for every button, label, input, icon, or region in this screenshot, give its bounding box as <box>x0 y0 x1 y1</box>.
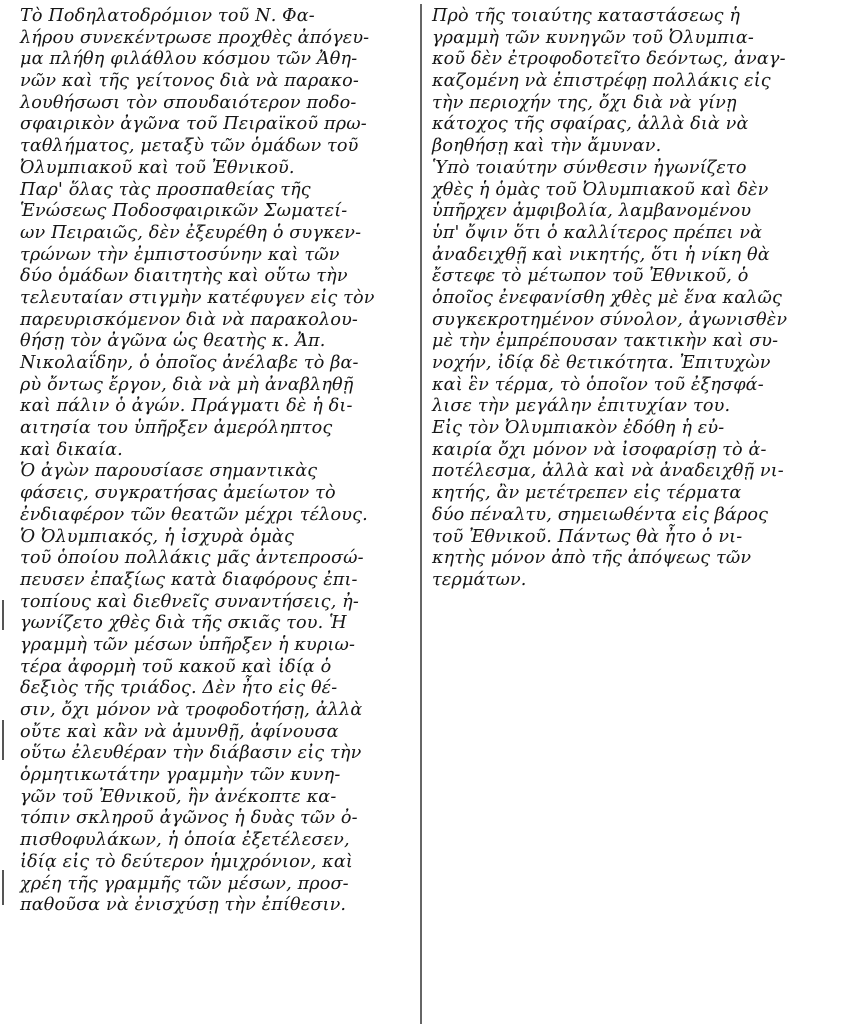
left-edge-mark <box>2 720 4 760</box>
text-line: δεξιὸς τῆς τριάδος. Δὲν ἦτο εἰς θέ- <box>20 678 338 699</box>
text-line: καὶ ἓν τέρμα, τὸ ὁποῖον τοῦ ἐξησφά- <box>432 374 764 395</box>
text-line: οὔτε καὶ κἂν νὰ ἀμυνθῇ, ἀφίνουσα <box>20 721 339 742</box>
text-line: Ὀλυμπιακοῦ καὶ τοῦ Ἐθνικοῦ. <box>20 157 295 178</box>
text-line: Ὁ ἀγὼν παρουσίασε σημαντικὰς <box>20 461 318 482</box>
text-line: τρώνων τὴν ἐμπιστοσύνην καὶ τῶν <box>20 244 340 265</box>
text-line: ταθλήματος, μεταξὺ τῶν ὁμάδων τοῦ <box>20 136 359 157</box>
text-line: δύο πέναλτυ, σημειωθέντα εἰς βάρος <box>432 504 769 525</box>
text-line: καὶ δικαία. <box>20 439 123 460</box>
text-line: καιρία ὄχι μόνον νὰ ἰσοφαρίσῃ τὸ ἀ- <box>432 439 767 460</box>
text-line: χθὲς ἡ ὁμὰς τοῦ Ὀλυμπιακοῦ καὶ δὲν <box>432 179 769 200</box>
text-line: ὑπῆρχεν ἀμφιβολία, λαμβανομένου <box>432 201 752 222</box>
text-line: Ὁ Ὀλυμπιακός, ἡ ἰσχυρὰ ὁμὰς <box>20 526 294 547</box>
text-line: σφαιρικὸν ἀγῶνα τοῦ Πειραϊκοῦ πρω- <box>20 114 367 135</box>
text-line: ἐνδιαφέρον τῶν θεατῶν μέχρι τέλους. <box>20 504 368 525</box>
text-line: καζομένη νὰ ἐπιστρέφῃ πολλάκις εἰς <box>432 71 771 92</box>
left-edge-mark <box>2 870 4 905</box>
text-line: κάτοχος τῆς σφαίρας, ἀλλὰ διὰ νὰ <box>432 114 749 135</box>
text-line: ων Πειραιῶς, δὲν ἐξευρέθη ὁ συγκεν- <box>20 222 362 243</box>
text-line: γῶν τοῦ Ἐθνικοῦ, ἣν ἀνέκοπτε κα- <box>20 786 337 807</box>
article-column-left <box>20 6 412 917</box>
text-line: τὴν περιοχήν της, ὄχι διὰ νὰ γίνῃ <box>432 92 737 113</box>
text-line: τέρα ἀφορμὴ τοῦ κακοῦ καὶ ἰδίᾳ ὁ <box>20 656 332 677</box>
text-line: Ὑπὸ τοιαύτην σύνθεσιν ἠγωνίζετο <box>432 157 747 178</box>
text-line: τόπιν σκληροῦ ἀγῶνος ἡ δυὰς τῶν ὀ- <box>20 808 358 829</box>
text-line: ρὺ ὄντως ἔργον, διὰ νὰ μὴ ἀναβληθῇ <box>20 374 354 395</box>
text-line: αιτησία του ὑπῆρξεν ἀμερόληπτος <box>20 418 333 439</box>
text-line: Ἑνώσεως Ποδοσφαιρικῶν Σωματεί- <box>20 201 348 222</box>
text-line: γραμμὴ τῶν κυνηγῶν τοῦ Ὀλυμπια- <box>432 27 754 48</box>
text-line: λουθήσωσι τὸν σπουδαιότερον ποδο- <box>20 92 357 113</box>
text-line: Πρὸ τῆς τοιαύτης καταστάσεως ἡ <box>432 6 741 26</box>
left-edge-mark <box>2 600 4 630</box>
text-line: ἀναδειχθῇ καὶ νικητής, ὅτι ἡ νίκη θὰ <box>432 244 770 265</box>
text-line: πισθοφυλάκων, ἡ ὁποία ἐξετέλεσεν, <box>20 830 350 851</box>
text-line: ὁποῖος ἐνεφανίσθη χθὲς μὲ ἕνα καλῶς <box>432 287 783 308</box>
text-line: μα πλήθη φιλάθλου κόσμου τῶν Ἀθη- <box>20 49 358 70</box>
column-divider <box>420 4 422 1024</box>
text-line: Τὸ Ποδηλατοδρόμιον τοῦ Ν. Φα- <box>20 6 315 26</box>
text-line: Παρ' ὅλας τὰς προσπαθείας τῆς <box>20 179 311 200</box>
text-line: νῶν καὶ τῆς γείτονος διὰ νὰ παρακο- <box>20 71 359 92</box>
text-line: φάσεις, συγκρατήσας ἀμείωτον τὸ <box>20 483 336 504</box>
text-line: τοπίους καὶ διεθνεῖς συναντήσεις, ἠ- <box>20 591 359 612</box>
text-line: κητὴς μόνον ἀπὸ τῆς ἀπόψεως τῶν <box>432 548 752 569</box>
text-line: ὑπ' ὄψιν ὅτι ὁ καλλίτερος πρέπει νὰ <box>432 222 763 243</box>
text-line: κοῦ δὲν ἐτροφοδοτεῖτο δεόντως, ἀναγ- <box>432 49 786 70</box>
text-line: τοῦ ὁποίου πολλάκις μᾶς ἀντεπροσώ- <box>20 548 364 569</box>
text-line: γωνίζετο χθὲς διὰ τῆς σκιᾶς του. Ἡ <box>20 613 347 634</box>
text-line: βοηθήσῃ καὶ τὴν ἄμυναν. <box>432 136 662 157</box>
text-line: σιν, ὄχι μόνον νὰ τροφοδοτήσῃ, ἀλλὰ <box>20 700 363 720</box>
text-line: ἔστεφε τὸ μέτωπον τοῦ Ἐθνικοῦ, ὁ <box>432 266 749 287</box>
text-line: οὕτω ἐλευθέραν τὴν διάβασιν εἰς τὴν <box>20 743 362 764</box>
text-line: ὁρμητικωτάτην γραμμὴν τῶν κυνη- <box>20 765 341 786</box>
text-line: μὲ τὴν ἐμπρέπουσαν τακτικὴν καὶ συ- <box>432 331 779 352</box>
text-line: Εἰς τὸν Ὀλυμπιακὸν ἐδόθη ἡ εὐ- <box>432 418 725 439</box>
text-line: χρέη τῆς γραμμῆς τῶν μέσων, προσ- <box>20 873 349 894</box>
text-line: πευσεν ἐπαξίως κατὰ διαφόρους ἐπι- <box>20 569 358 590</box>
article-column-right <box>432 6 820 592</box>
text-line: θήσῃ τὸν ἀγῶνα ὡς θεατὴς κ. Ἀπ. <box>20 331 326 352</box>
text-line: καὶ πάλιν ὁ ἀγών. Πράγματι δὲ ἡ δι- <box>20 396 353 417</box>
text-line: λήρου συνεκέντρωσε προχθὲς ἀπόγευ- <box>20 27 370 48</box>
text-line: δύο ὁμάδων διαιτητὴς καὶ οὕτω τὴν <box>20 266 348 287</box>
text-line: τοῦ Ἐθνικοῦ. Πάντως θὰ ἦτο ὁ νι- <box>432 526 743 547</box>
text-line: συγκεκροτημένον σύνολον, ἀγωνισθὲν <box>432 309 788 330</box>
text-line: νοχήν, ἰδίᾳ δὲ θετικότητα. Ἐπιτυχὼν <box>432 353 771 373</box>
text-line: λισε τὴν μεγάλην ἐπιτυχίαν του. <box>432 396 731 417</box>
text-line: Νικολαΐδην, ὁ ὁποῖος ἀνέλαβε τὸ βα- <box>20 353 359 373</box>
text-line: παθοῦσα νὰ ἐνισχύσῃ τὴν ἐπίθεσιν. <box>20 895 347 916</box>
text-line: ποτέλεσμα, ἀλλὰ καὶ νὰ ἀναδειχθῇ νι- <box>432 461 784 482</box>
text-line: τερμάτων. <box>432 569 527 590</box>
text-line: παρευρισκόμενον διὰ νὰ παρακολου- <box>20 309 359 330</box>
text-line: τελευταίαν στιγμὴν κατέφυγεν εἰς τὸν <box>20 287 375 308</box>
text-line: κητής, ἂν μετέτρεπεν εἰς τέρματα <box>432 483 742 504</box>
text-line: γραμμὴ τῶν μέσων ὑπῆρξεν ἡ κυριω- <box>20 634 356 655</box>
text-line: ἰδίᾳ εἰς τὸ δεύτερον ἡμιχρόνιον, καὶ <box>20 851 353 872</box>
